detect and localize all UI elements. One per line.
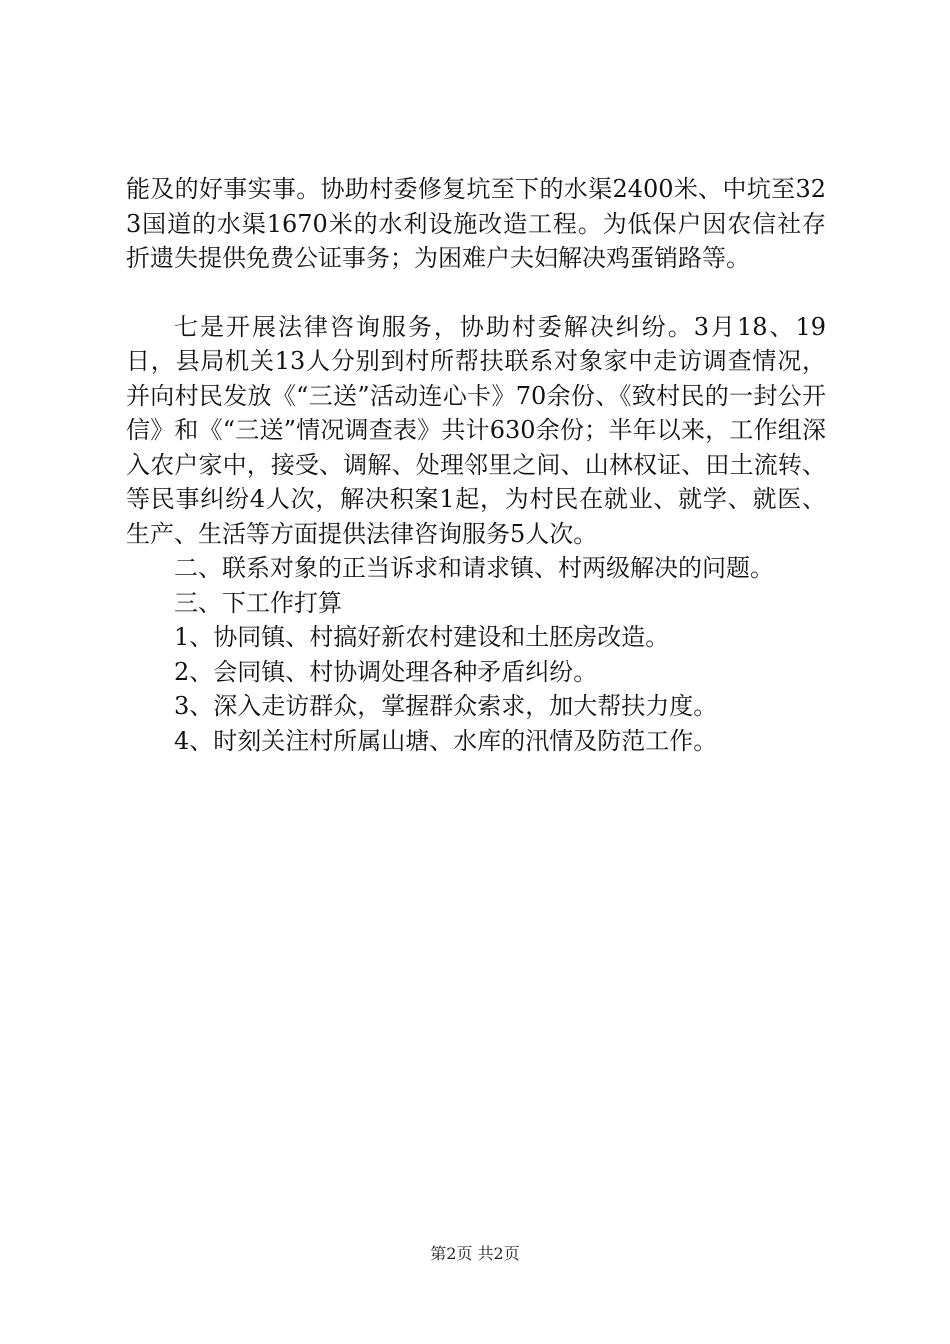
paragraph-water-projects: 能及的好事实事。协助村委修复坑至下的水渠2400米、中坑至323国道的水渠1670米的水利设施改造工程。为低保户因农信社存折遗失提供免费公证事务；为困难户夫妇解决鸡蛋销路等。 (126, 175, 826, 272)
plan-item: 1、协同镇、村搞好新农村建设和土胚房改造。 (174, 623, 670, 651)
plan-item: 4、时刻关注村所属山塘、水库的汛情及防范工作。 (174, 726, 718, 755)
plan-item: 2、会同镇、村协调处理各种矛盾纠纷。 (174, 657, 598, 686)
plan-item: 3、深入走访群众，掌握群众索求，加大帮扶力度。 (174, 692, 718, 720)
section-heading-demands: 二、联系对象的正当诉求和请求镇、村两级解决的问题。 (174, 554, 774, 582)
document-body (126, 172, 826, 758)
paragraph-legal-services: 七是开展法律咨询服务，协助村委解决纠纷。3月18、19日，县局机关13人分别到村所帮扶联系对象家中走访调查情况，并向村民发放《“三送”活动连心卡》70余份、《致村民的一封公开信》和《“三送”情况调查表》共计630余份；半年以来，工作组深入农户家中，接受、调解、处理邻里之间、山林权证、田土流转、等民事纠纷4人次，解决积案1起，为村民在就业、就学、就医、生产、生活等方面提供法律咨询服务5人次。 (126, 312, 826, 548)
page-number-footer: 第2页 共2页 (430, 1244, 520, 1263)
section-heading-plans: 三、下工作打算 (174, 588, 342, 617)
